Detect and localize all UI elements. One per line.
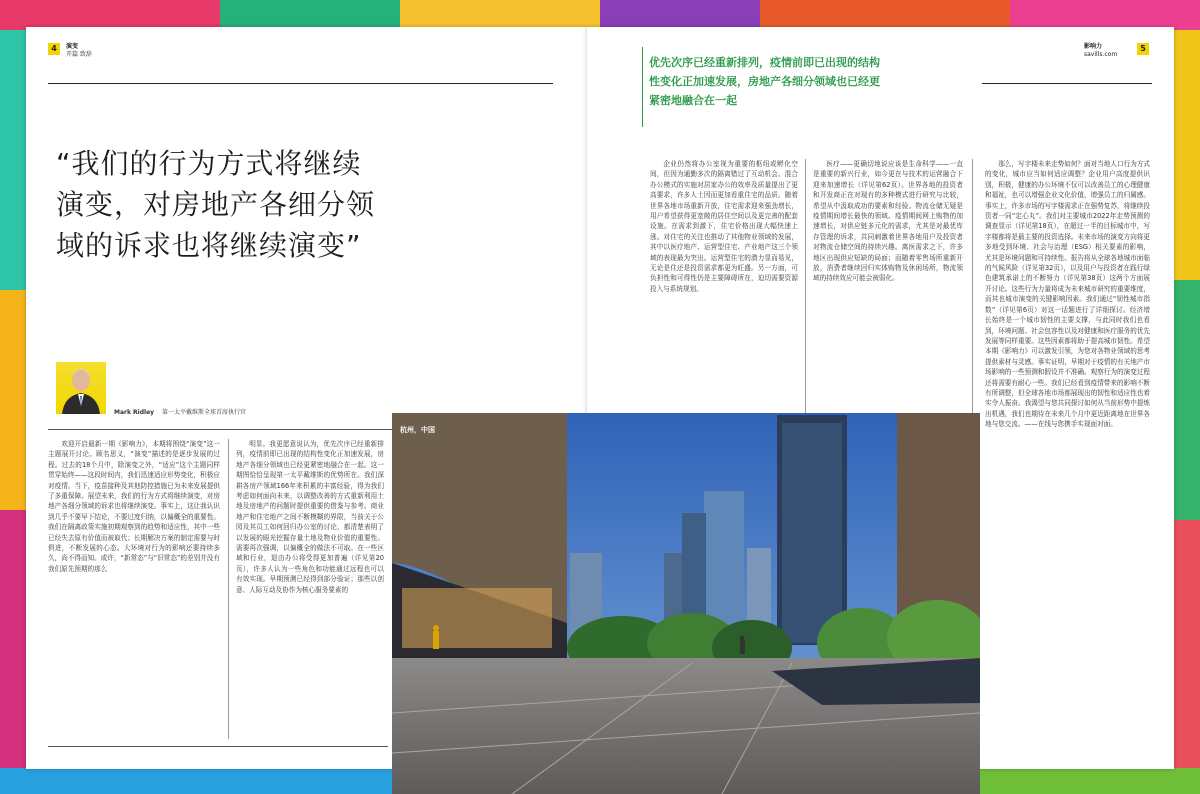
body-column-2 <box>236 439 384 739</box>
section-label: 影响力 <box>1084 43 1103 50</box>
subsection-label: 开篇 致辞 <box>66 51 92 58</box>
byline-rule <box>48 429 398 430</box>
photo-caption: 杭州，中国 <box>400 426 435 434</box>
body-column-1 <box>48 439 220 739</box>
body-column-1-text: 欢迎开启最新一期《影响力》，本期将围绕“演变”这一主题展开讨论。顾名思义，“演变”描述的是逐步发展的过程。过去的18个月中，除演变之外，“适应”这个主题同样贯穿始终——这段时间内，我们迅速适应形势变化，积极应对疫情。当下，疫苗接种及其他防控措施已为未来发展提供了多重保障。展望未来，我们的行为方式将继续演变，对房地产各细分领域的诉求也将继续演变。事实上，这让我认识到几乎不要早下结论，不要过度归纳，以偏概全的重要性。我们在隔离政策实施初期观察到的趋势和适应性，其中一些已经失去原有价值而被取代；长期解决方案的制定需要与时俱进，不断发展的心态。大环境对行为的影响还要持续多久，尚不得而知。或许，“新常态”与“旧常态”的差别并没有我们原先预期的那么 <box>48 440 220 573</box>
body-column-2-text: 明显。我更愿意说认为，优先次序已经重新排列，疫情前即已出现的结构性变化正加速发展，房地产各细分领域也已经更紧密地融合在一起。这一期图恰恰呈现第一太平戴维斯的优势所在。我们深耕各房产领域166年来积累的丰富经验，得为我们考虑如何面向未来，以调整改善的方式重新利用土地及房地产的问题时提供重要的借鉴与参考。商业地产和住宅地产之间不断模糊的界限，当前关于公园及其员工如何回归办公室的讨论，都清楚表明了以发展的眼光挖掘存量土地及物业价值的重要性。需要再次强调，以偏概全的做法不可取。在一些区域和行业，退由办公将受得更加普遍（详见第20页），许多人认为一些角色和功能通过远程也可以有效实现。早期预测已经得到部分验证；那些以创意、人际互动及协作为核心服务要素的 <box>236 440 384 594</box>
body-column-3-text: 企业仍然将办公室视为重要的枢纽或孵化空间，但因为通勤多次的隔离错过了互动机会。混合办公模式的实施对居家办公的效率及质量提出了更高要求，许多人士因而更加看重住宅的品质。随着世界各地市场重新开放，住宅需求迎来强劲增长，用户希望获得更宽敞的居住空间以及更完善的配套设施。在需求到激下，住宅价格出现大幅快速上涨。对住宅的关注也推动了其他物业领域的发展，其中以医疗地产、运营型住宅、产业地产这三个领域的表现最为突出。运营型住宅的潜力显而易见，无论是住还是投资需求都更为旺盛。另一方面，可负担性和可得性仍是主要障碍所在，迫切需要资源投入与系统规划。 <box>650 160 798 293</box>
author-portrait <box>56 362 106 414</box>
header-rule <box>982 83 1152 84</box>
footer-rule <box>48 746 388 747</box>
column-divider <box>228 439 229 739</box>
header-rule <box>48 83 553 84</box>
author-byline <box>114 407 246 416</box>
body-column-5 <box>985 159 1150 749</box>
pull-quote: 优先次序已经重新排列，疫情前即已出现的结构性变化正加速发展，房地产各细分领域也已经更紧密地融合在一起 <box>649 56 880 107</box>
column-divider <box>805 159 806 415</box>
author-name: Mark Ridley <box>114 409 155 416</box>
hangzhou-plaza-photo <box>392 413 980 794</box>
section-label: 演变 <box>66 43 79 50</box>
body-column-3 <box>650 159 798 415</box>
page-number: 5 <box>1137 43 1149 55</box>
pull-quote-bar <box>642 47 643 127</box>
pull-quote-headline: “我们的行为方式将继续演变，对房地产各细分领域的诉求也将继续演变” <box>56 147 376 262</box>
body-column-4-text: 医疗——更确切地说应该是生命科学——一直是重要的新兴行业，如今更在与技术的运营融合下迎来加速增长（详见第62页）。世界各地的投资者和开发商正在对现有的多种模式进行研究与比较，希望从中汲取成功的要素和经验。物流仓储无疑是疫情期间增长最快的领域。疫情期间网上购物的加速增长，对供应链多元化的需求，尤其是对最优库存管理的诉求，共同刺激着世界各地用户及投资者对物流仓储空间的持续兴趣。离医需求之下，许多地区出现供应短缺的局面；而随着零售场所重新开放，消费者继续回归实体购物及休闲场所，物流领域的持续效应可能会被弱化。 <box>813 160 963 283</box>
page-number: 4 <box>48 43 60 55</box>
body-column-4 <box>813 159 963 415</box>
site-label: savills.com <box>1084 51 1118 58</box>
author-title: 第一太平戴维斯全球首席执行官 <box>162 409 247 416</box>
body-column-5-text: 那么，写字楼未来走势如何？面对当地人口行为方式的变化，城市应当如何适应调整？企业用户高度提供识别，积极，健康的办公环境不仅可以改善员工的心理健康和福祉，也可以增强企业文化价值，增强员工的归属感。事实上，许多市场的写字楼需求正在强势复苏，将继续投资者一同“定心丸”。我们对主要城市2022年走势预测的调查显示（详见第18页），在超过一半的目标城市中，写字楼都将是最主要的投资选择。未来市场的演变方向将更多地受到环境、社会与治理（ESG）相关要素的影响，尤其是环境问题和可持续性。报告将从全球各地城市面临的气候风险（详见第32页），以及用户与投资者在践行绿色建筑承诺上的不断努力（详见第38页）这两个方面展开讨论。这些行为力量将成为未来城市研究的重要维度，而其也城市演变的关键影响因素。我们通过“韧性城市指数”（详见第6页）对这一话题进行了详细探讨。经济增长始终是一个城市韧性的主要支撑，与此同时我们也看到，环境问题、社会包容性以及对健康和医疗服务的优先发展等同样重要。这些因素都将助于提高城市韧性。希望本期《影响力》可以激发引领，为您对各物业领域的思考提供素材与灵感。事实证明，早期对于疫情的有关地产市场影响的一些预测和假设并不准确。观察行为的演变过程还将需要有耐心一些。我们已经看到疫情带来的影响不断有所调整，但全球各地市场都展现出的韧性和适应性也着实令人振奋。我渴望与您共同探讨如何从当前形势中提炼出机遇，我们也期待在未来几个月中更近距离地在世界各地与您交流。——在线与您携手实现面对面。 <box>985 160 1150 429</box>
